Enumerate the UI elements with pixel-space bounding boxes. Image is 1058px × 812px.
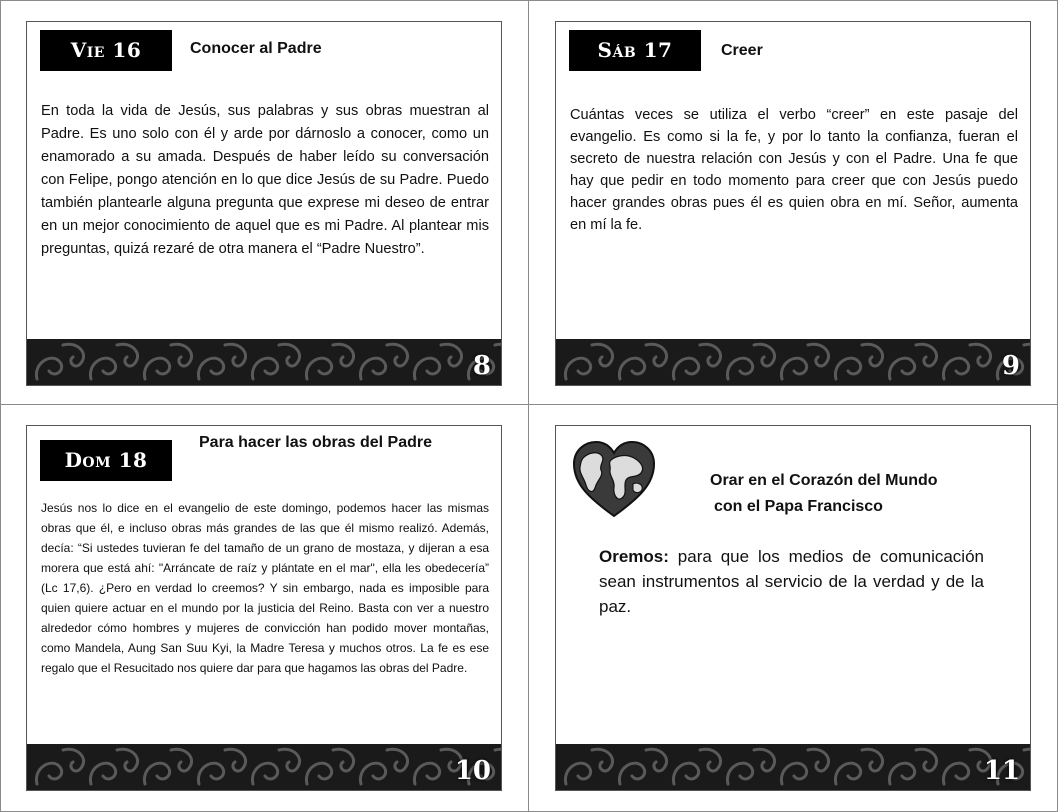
- prayer-text: [599, 544, 984, 619]
- ornament-pattern: [556, 339, 1031, 385]
- ornament-band: [27, 744, 501, 790]
- ornament-pattern: [27, 339, 502, 385]
- ornament-swirl: [306, 344, 353, 379]
- ornament-swirl: [835, 749, 882, 784]
- card-body: Jesús nos lo dice en el evangelio de este domingo, podemos hacer las mismas obras que él, e incluso obras más grandes de las que él mismo realizó. Además, decía: “Si ustedes tuvieran fe del tamaño de un grano de mostaza, y dijeran a esa morera que está ahí: "Arráncate de raíz y plántate en el mar", ella les obedecería” (Lc 17,6). ¿Pero en verdad lo creemos? Y sin embargo, nada es imposible para quien quiere actuar en el mundo por la justicia del Reino. Basta con ver a nuestro alrededor cómo hombres y mujeres de convicción han podido mover montañas, como Mandela, Aung San Suu Kyi, la Madre Teresa y muchos otros. La fe es ese regalo que el Resucitado nos quiere dar para que hagamos las obras del Padre.: [41, 501, 489, 675]
- ornament-swirl: [727, 749, 774, 784]
- ornament-swirl: [727, 344, 774, 379]
- ornament-swirl: [198, 344, 245, 379]
- card-dom-18: [26, 425, 502, 791]
- card-title: Conocer al Padre: [190, 40, 322, 57]
- card-sab-17: [555, 21, 1031, 386]
- card-vie-16: [26, 21, 502, 386]
- ornament-swirl: [781, 344, 828, 379]
- card-title: Creer: [721, 42, 763, 59]
- ornament-swirl: [36, 344, 83, 379]
- ornament-swirl: [36, 749, 83, 784]
- card-prayer-intention: [555, 425, 1031, 791]
- prayer-title-line-1: Orar en el Corazón del Mundo: [710, 472, 938, 489]
- ornament-swirl: [889, 749, 936, 784]
- vertical-divider: [528, 0, 529, 812]
- ornament-swirl: [306, 749, 353, 784]
- heart-globe-icon: [571, 440, 657, 520]
- ornament-swirl: [619, 749, 666, 784]
- ornament-swirl: [252, 344, 299, 379]
- ornament-swirl: [360, 749, 407, 784]
- page-number: 9: [1001, 351, 1020, 381]
- ornament-swirl: [90, 344, 137, 379]
- day-label: Vie 16: [40, 30, 172, 71]
- ornament-swirl: [198, 749, 245, 784]
- ornament-swirl: [565, 344, 612, 379]
- ornament-pattern: [556, 744, 1031, 790]
- ornament-band: [556, 744, 1030, 790]
- ornament-swirl: [90, 749, 137, 784]
- ornament-swirl: [781, 749, 828, 784]
- ornament-band: [556, 339, 1030, 385]
- card-body: Cuántas veces se utiliza el verbo “creer” en este pasaje del evangelio. Es como si la fe, y por lo tanto la confianza, fueran el secreto de nuestra relación con Jesús y con el Padre. Una fe que hay que pedir en todo momento para creer que con Jesús puedo hacer grandes obras pues él es quien obra en mí. Señor, aumenta en mí la fe.: [570, 107, 1018, 233]
- ornament-swirl: [360, 344, 407, 379]
- ornament-swirl: [943, 344, 990, 379]
- ornament-swirl: [673, 344, 720, 379]
- ornament-pattern: [27, 744, 502, 790]
- ornament-swirl: [414, 344, 461, 379]
- prayer-lead: Oremos:: [599, 547, 669, 566]
- ornament-swirl: [144, 344, 191, 379]
- card-body: En toda la vida de Jesús, sus palabras y sus obras muestran al Padre. Es uno solo con él y arde por dárnoslo a conocer, como un enamorado a su amada. Después de haber leído su conversación con Felipe, pongo atención en lo que dice Jesús de su Padre. Puedo también plantearle alguna pregunta que exprese mi deseo de entrar en un mejor conocimiento de aquel que es mi Padre. Al plantear mis preguntas, quizá rezaré de otra manera el “Padre Nuestro”.: [41, 103, 489, 257]
- ornament-swirl: [889, 344, 936, 379]
- day-label: Sáb 17: [569, 30, 701, 71]
- page-number: 10: [454, 756, 491, 786]
- card-title: Para hacer las obras del Padre: [199, 434, 433, 451]
- horizontal-divider: [0, 404, 1058, 405]
- ornament-swirl: [673, 749, 720, 784]
- prayer-title-line-2: con el Papa Francisco: [714, 498, 883, 515]
- ornament-swirl: [565, 749, 612, 784]
- ornament-swirl: [835, 344, 882, 379]
- page-number: 11: [983, 756, 1020, 786]
- ornament-swirl: [144, 749, 191, 784]
- ornament-band: [27, 339, 501, 385]
- day-label: Dom 18: [40, 440, 172, 481]
- ornament-swirl: [619, 344, 666, 379]
- prayer-intention: para que los medios de comunicación sean instrumentos al servicio de la verdad y de la paz.: [599, 547, 984, 616]
- page-number: 8: [472, 351, 491, 381]
- ornament-swirl: [252, 749, 299, 784]
